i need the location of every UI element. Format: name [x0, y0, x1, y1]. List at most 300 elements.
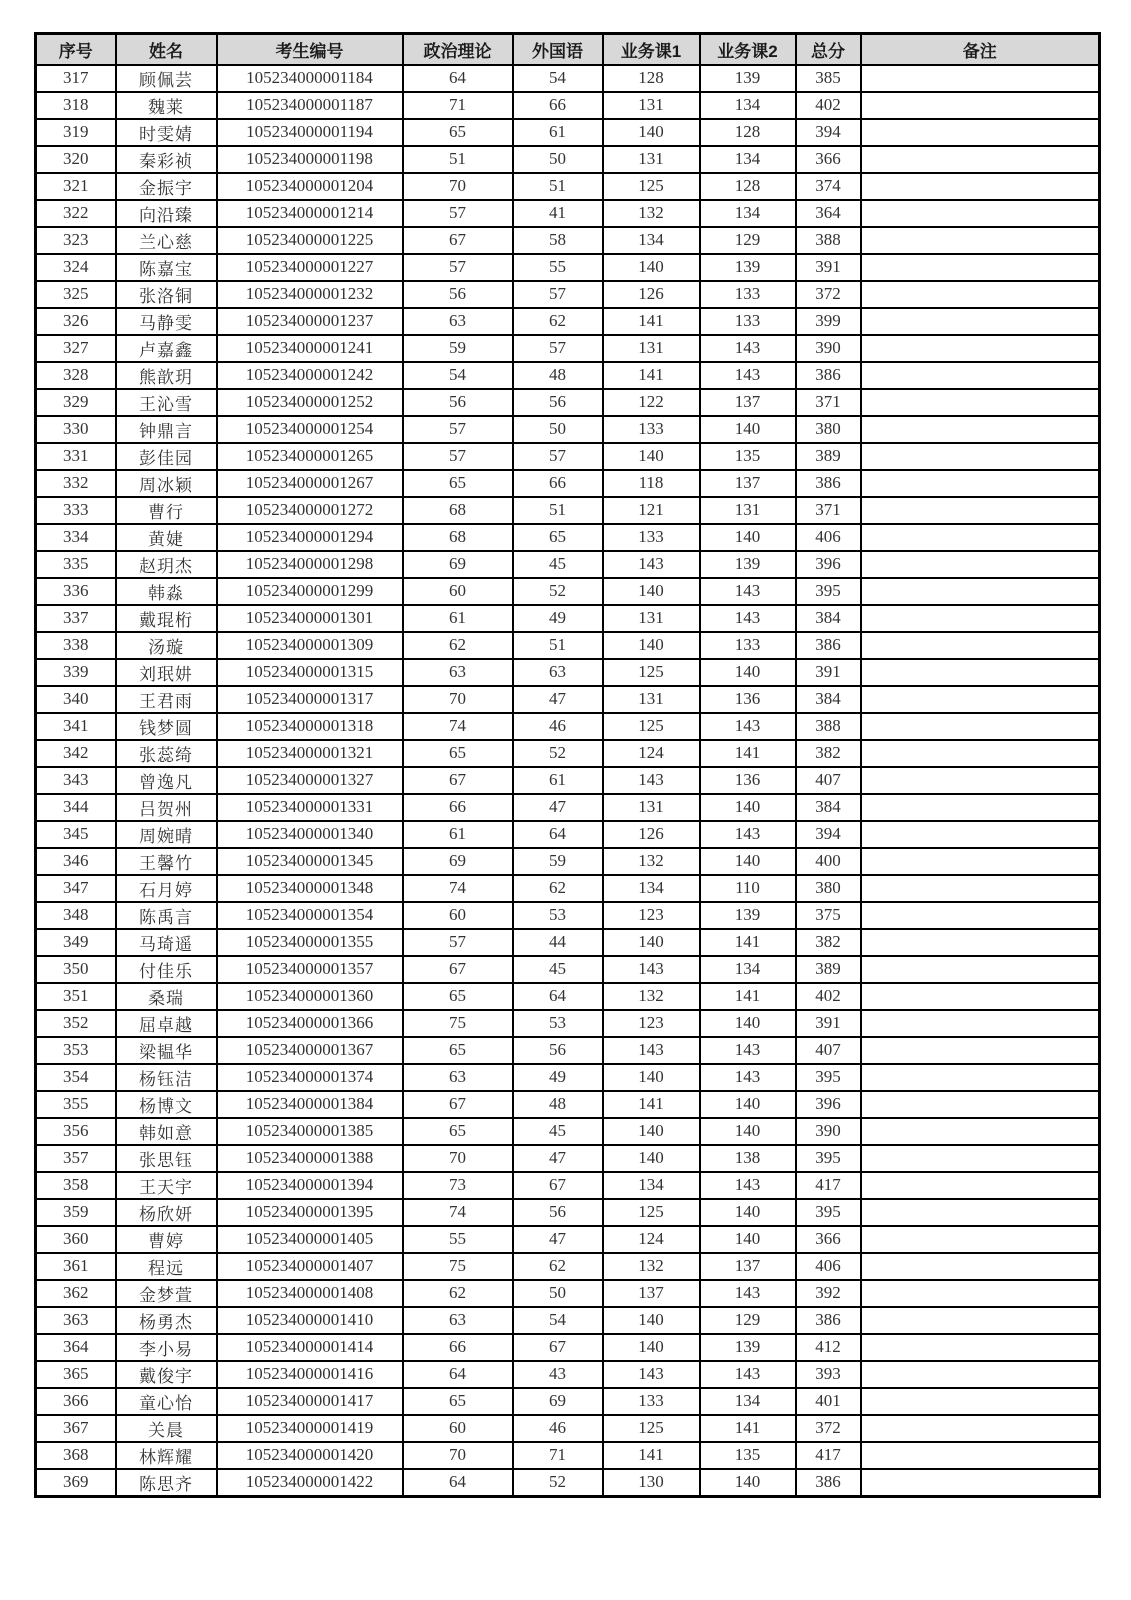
cell-remarks [861, 443, 1100, 470]
cell-politics: 61 [403, 821, 513, 848]
cell-total: 395 [796, 1145, 861, 1172]
cell-candidate_no: 105234000001327 [217, 767, 403, 794]
cell-politics: 70 [403, 1145, 513, 1172]
cell-politics: 62 [403, 632, 513, 659]
cell-foreign_language: 50 [513, 1280, 603, 1307]
cell-candidate_no: 105234000001420 [217, 1442, 403, 1469]
cell-total: 388 [796, 713, 861, 740]
cell-total: 384 [796, 605, 861, 632]
cell-remarks [861, 794, 1100, 821]
table-row [36, 335, 1100, 362]
cell-course1: 128 [603, 65, 700, 92]
cell-index: 334 [36, 524, 116, 551]
cell-foreign_language: 66 [513, 470, 603, 497]
cell-foreign_language: 45 [513, 1118, 603, 1145]
table-row [36, 1442, 1100, 1469]
cell-foreign_language: 44 [513, 929, 603, 956]
cell-course1: 140 [603, 443, 700, 470]
cell-foreign_language: 57 [513, 443, 603, 470]
cell-politics: 73 [403, 1172, 513, 1199]
table-row [36, 281, 1100, 308]
cell-course1: 130 [603, 1469, 700, 1497]
cell-remarks [861, 1388, 1100, 1415]
cell-index: 329 [36, 389, 116, 416]
table-row [36, 632, 1100, 659]
cell-remarks [861, 659, 1100, 686]
cell-name: 顾佩芸 [116, 65, 217, 92]
cell-total: 390 [796, 1118, 861, 1145]
cell-course1: 125 [603, 173, 700, 200]
cell-course1: 122 [603, 389, 700, 416]
cell-course1: 121 [603, 497, 700, 524]
cell-index: 340 [36, 686, 116, 713]
cell-index: 358 [36, 1172, 116, 1199]
cell-total: 406 [796, 524, 861, 551]
cell-course2: 138 [700, 1145, 796, 1172]
cell-total: 402 [796, 92, 861, 119]
cell-index: 363 [36, 1307, 116, 1334]
cell-course2: 133 [700, 632, 796, 659]
cell-name: 王沁雪 [116, 389, 217, 416]
table-body [36, 65, 1100, 1497]
cell-course2: 128 [700, 119, 796, 146]
cell-remarks [861, 1307, 1100, 1334]
cell-remarks [861, 470, 1100, 497]
cell-remarks [861, 1118, 1100, 1145]
cell-index: 331 [36, 443, 116, 470]
cell-remarks [861, 1010, 1100, 1037]
cell-name: 石月婷 [116, 875, 217, 902]
cell-name: 金振宇 [116, 173, 217, 200]
table-row [36, 227, 1100, 254]
cell-foreign_language: 66 [513, 92, 603, 119]
table-row [36, 659, 1100, 686]
cell-index: 333 [36, 497, 116, 524]
cell-candidate_no: 105234000001254 [217, 416, 403, 443]
table-row [36, 767, 1100, 794]
cell-course1: 132 [603, 983, 700, 1010]
cell-name: 钱梦圆 [116, 713, 217, 740]
cell-remarks [861, 686, 1100, 713]
cell-index: 348 [36, 902, 116, 929]
table-row [36, 821, 1100, 848]
cell-politics: 60 [403, 1415, 513, 1442]
cell-name: 周冰颖 [116, 470, 217, 497]
cell-total: 395 [796, 1064, 861, 1091]
cell-foreign_language: 67 [513, 1172, 603, 1199]
cell-course1: 140 [603, 1334, 700, 1361]
cell-remarks [861, 281, 1100, 308]
cell-name: 魏莱 [116, 92, 217, 119]
cell-politics: 57 [403, 416, 513, 443]
cell-candidate_no: 105234000001405 [217, 1226, 403, 1253]
cell-total: 400 [796, 848, 861, 875]
cell-course2: 140 [700, 659, 796, 686]
cell-course1: 124 [603, 1226, 700, 1253]
cell-course2: 134 [700, 92, 796, 119]
cell-candidate_no: 105234000001331 [217, 794, 403, 821]
cell-politics: 65 [403, 740, 513, 767]
cell-name: 韩如意 [116, 1118, 217, 1145]
cell-course1: 131 [603, 605, 700, 632]
cell-total: 401 [796, 1388, 861, 1415]
cell-index: 319 [36, 119, 116, 146]
cell-candidate_no: 105234000001232 [217, 281, 403, 308]
cell-course2: 140 [700, 416, 796, 443]
cell-candidate_no: 105234000001417 [217, 1388, 403, 1415]
cell-course2: 141 [700, 929, 796, 956]
cell-index: 367 [36, 1415, 116, 1442]
cell-course2: 141 [700, 740, 796, 767]
cell-remarks [861, 740, 1100, 767]
cell-total: 372 [796, 1415, 861, 1442]
cell-politics: 61 [403, 605, 513, 632]
cell-course2: 139 [700, 254, 796, 281]
cell-course2: 140 [700, 1118, 796, 1145]
cell-name: 桑瑞 [116, 983, 217, 1010]
table-row [36, 740, 1100, 767]
cell-course2: 140 [700, 794, 796, 821]
cell-politics: 64 [403, 65, 513, 92]
cell-course2: 140 [700, 1199, 796, 1226]
cell-remarks [861, 605, 1100, 632]
cell-politics: 57 [403, 929, 513, 956]
cell-remarks [861, 254, 1100, 281]
table-row [36, 1253, 1100, 1280]
cell-candidate_no: 105234000001367 [217, 1037, 403, 1064]
cell-candidate_no: 105234000001340 [217, 821, 403, 848]
cell-politics: 60 [403, 578, 513, 605]
cell-course2: 134 [700, 200, 796, 227]
cell-remarks [861, 578, 1100, 605]
cell-total: 388 [796, 227, 861, 254]
column-header-remarks: 备注 [861, 34, 1100, 65]
cell-remarks [861, 1442, 1100, 1469]
table-row [36, 929, 1100, 956]
cell-name: 王天宇 [116, 1172, 217, 1199]
table-row [36, 848, 1100, 875]
cell-course2: 134 [700, 146, 796, 173]
cell-name: 黄婕 [116, 524, 217, 551]
cell-index: 323 [36, 227, 116, 254]
cell-course2: 131 [700, 497, 796, 524]
cell-course1: 131 [603, 794, 700, 821]
table-row [36, 1280, 1100, 1307]
cell-name: 张蕊绮 [116, 740, 217, 767]
cell-candidate_no: 105234000001194 [217, 119, 403, 146]
cell-candidate_no: 105234000001225 [217, 227, 403, 254]
table-row [36, 1199, 1100, 1226]
cell-course2: 143 [700, 821, 796, 848]
cell-name: 杨钰洁 [116, 1064, 217, 1091]
cell-remarks [861, 362, 1100, 389]
cell-total: 372 [796, 281, 861, 308]
cell-name: 时雯婧 [116, 119, 217, 146]
cell-politics: 70 [403, 1442, 513, 1469]
cell-remarks [861, 1469, 1100, 1497]
cell-course1: 143 [603, 1361, 700, 1388]
cell-foreign_language: 48 [513, 362, 603, 389]
cell-course1: 143 [603, 956, 700, 983]
cell-name: 王馨竹 [116, 848, 217, 875]
column-header-candidate_no: 考生编号 [217, 34, 403, 65]
cell-index: 325 [36, 281, 116, 308]
cell-remarks [861, 551, 1100, 578]
cell-course2: 143 [700, 605, 796, 632]
cell-foreign_language: 46 [513, 713, 603, 740]
table-row [36, 1307, 1100, 1334]
cell-candidate_no: 105234000001408 [217, 1280, 403, 1307]
cell-course1: 141 [603, 308, 700, 335]
cell-course1: 131 [603, 146, 700, 173]
cell-index: 369 [36, 1469, 116, 1497]
table-row [36, 497, 1100, 524]
table-row [36, 119, 1100, 146]
cell-candidate_no: 105234000001187 [217, 92, 403, 119]
cell-course2: 141 [700, 1415, 796, 1442]
cell-candidate_no: 105234000001385 [217, 1118, 403, 1145]
cell-candidate_no: 105234000001366 [217, 1010, 403, 1037]
cell-course1: 131 [603, 92, 700, 119]
cell-course2: 143 [700, 1037, 796, 1064]
cell-remarks [861, 173, 1100, 200]
cell-course1: 141 [603, 1091, 700, 1118]
cell-foreign_language: 61 [513, 119, 603, 146]
cell-total: 389 [796, 956, 861, 983]
cell-course1: 133 [603, 524, 700, 551]
cell-candidate_no: 105234000001301 [217, 605, 403, 632]
cell-total: 380 [796, 416, 861, 443]
cell-index: 347 [36, 875, 116, 902]
table-row [36, 524, 1100, 551]
cell-index: 361 [36, 1253, 116, 1280]
cell-remarks [861, 956, 1100, 983]
cell-name: 曾逸凡 [116, 767, 217, 794]
cell-name: 周婉晴 [116, 821, 217, 848]
cell-index: 359 [36, 1199, 116, 1226]
cell-politics: 69 [403, 551, 513, 578]
cell-foreign_language: 47 [513, 794, 603, 821]
cell-remarks [861, 389, 1100, 416]
cell-foreign_language: 65 [513, 524, 603, 551]
cell-remarks [861, 200, 1100, 227]
cell-total: 396 [796, 551, 861, 578]
cell-politics: 74 [403, 1199, 513, 1226]
cell-foreign_language: 51 [513, 497, 603, 524]
cell-course1: 134 [603, 875, 700, 902]
cell-name: 曹行 [116, 497, 217, 524]
cell-total: 384 [796, 686, 861, 713]
cell-remarks [861, 767, 1100, 794]
cell-foreign_language: 50 [513, 416, 603, 443]
cell-name: 陈思齐 [116, 1469, 217, 1497]
cell-course1: 140 [603, 1145, 700, 1172]
cell-foreign_language: 47 [513, 1226, 603, 1253]
table-row [36, 1064, 1100, 1091]
cell-course2: 140 [700, 848, 796, 875]
cell-remarks [861, 1253, 1100, 1280]
cell-name: 关晨 [116, 1415, 217, 1442]
cell-total: 364 [796, 200, 861, 227]
cell-foreign_language: 51 [513, 632, 603, 659]
cell-foreign_language: 67 [513, 1334, 603, 1361]
cell-remarks [861, 1064, 1100, 1091]
cell-name: 程远 [116, 1253, 217, 1280]
cell-course1: 140 [603, 578, 700, 605]
cell-politics: 65 [403, 983, 513, 1010]
cell-remarks [861, 848, 1100, 875]
table-row [36, 551, 1100, 578]
column-header-course2: 业务课2 [700, 34, 796, 65]
cell-candidate_no: 105234000001357 [217, 956, 403, 983]
table-row [36, 254, 1100, 281]
cell-foreign_language: 55 [513, 254, 603, 281]
table-row [36, 1118, 1100, 1145]
cell-course1: 134 [603, 227, 700, 254]
cell-course2: 143 [700, 713, 796, 740]
cell-course1: 140 [603, 254, 700, 281]
cell-foreign_language: 62 [513, 308, 603, 335]
cell-foreign_language: 69 [513, 1388, 603, 1415]
cell-politics: 66 [403, 1334, 513, 1361]
cell-remarks [861, 875, 1100, 902]
cell-course1: 140 [603, 119, 700, 146]
cell-total: 385 [796, 65, 861, 92]
table-row [36, 1172, 1100, 1199]
cell-total: 375 [796, 902, 861, 929]
cell-candidate_no: 105234000001414 [217, 1334, 403, 1361]
column-header-foreign_language: 外国语 [513, 34, 603, 65]
cell-remarks [861, 308, 1100, 335]
cell-politics: 64 [403, 1469, 513, 1497]
cell-total: 394 [796, 821, 861, 848]
cell-politics: 64 [403, 1361, 513, 1388]
cell-course2: 134 [700, 1388, 796, 1415]
cell-name: 刘珉妌 [116, 659, 217, 686]
cell-remarks [861, 713, 1100, 740]
cell-candidate_no: 105234000001419 [217, 1415, 403, 1442]
cell-course2: 137 [700, 1253, 796, 1280]
cell-candidate_no: 105234000001252 [217, 389, 403, 416]
cell-remarks [861, 1334, 1100, 1361]
cell-course2: 143 [700, 362, 796, 389]
cell-candidate_no: 105234000001184 [217, 65, 403, 92]
cell-politics: 68 [403, 524, 513, 551]
cell-total: 393 [796, 1361, 861, 1388]
cell-total: 396 [796, 1091, 861, 1118]
cell-name: 屈卓越 [116, 1010, 217, 1037]
cell-politics: 56 [403, 281, 513, 308]
cell-index: 349 [36, 929, 116, 956]
table-row [36, 1415, 1100, 1442]
cell-foreign_language: 50 [513, 146, 603, 173]
cell-course1: 143 [603, 1037, 700, 1064]
cell-politics: 67 [403, 227, 513, 254]
cell-politics: 63 [403, 1064, 513, 1091]
cell-foreign_language: 61 [513, 767, 603, 794]
table-row [36, 1469, 1100, 1497]
cell-index: 341 [36, 713, 116, 740]
cell-name: 马静雯 [116, 308, 217, 335]
table-row [36, 1010, 1100, 1037]
cell-foreign_language: 43 [513, 1361, 603, 1388]
cell-politics: 71 [403, 92, 513, 119]
cell-total: 402 [796, 983, 861, 1010]
table-row [36, 389, 1100, 416]
cell-name: 兰心慈 [116, 227, 217, 254]
cell-foreign_language: 64 [513, 983, 603, 1010]
cell-name: 钟鼎言 [116, 416, 217, 443]
cell-candidate_no: 105234000001354 [217, 902, 403, 929]
cell-candidate_no: 105234000001416 [217, 1361, 403, 1388]
cell-course2: 129 [700, 227, 796, 254]
cell-index: 352 [36, 1010, 116, 1037]
cell-remarks [861, 1280, 1100, 1307]
cell-total: 386 [796, 1307, 861, 1334]
table-row [36, 362, 1100, 389]
cell-politics: 70 [403, 686, 513, 713]
cell-foreign_language: 49 [513, 605, 603, 632]
cell-course2: 143 [700, 335, 796, 362]
cell-course2: 139 [700, 1334, 796, 1361]
cell-course2: 133 [700, 281, 796, 308]
cell-course2: 140 [700, 1469, 796, 1497]
cell-name: 秦彩祯 [116, 146, 217, 173]
cell-total: 407 [796, 1037, 861, 1064]
cell-course2: 139 [700, 902, 796, 929]
cell-total: 399 [796, 308, 861, 335]
cell-total: 395 [796, 1199, 861, 1226]
cell-politics: 67 [403, 956, 513, 983]
cell-politics: 55 [403, 1226, 513, 1253]
cell-remarks [861, 1091, 1100, 1118]
cell-remarks [861, 902, 1100, 929]
cell-course1: 133 [603, 1388, 700, 1415]
cell-course1: 123 [603, 1010, 700, 1037]
table-row [36, 794, 1100, 821]
table-row [36, 875, 1100, 902]
cell-politics: 65 [403, 1388, 513, 1415]
cell-course1: 132 [603, 848, 700, 875]
cell-course1: 141 [603, 1442, 700, 1469]
cell-index: 366 [36, 1388, 116, 1415]
cell-course1: 140 [603, 1118, 700, 1145]
cell-foreign_language: 62 [513, 875, 603, 902]
cell-remarks [861, 983, 1100, 1010]
cell-total: 386 [796, 470, 861, 497]
cell-candidate_no: 105234000001294 [217, 524, 403, 551]
cell-name: 杨博文 [116, 1091, 217, 1118]
cell-course1: 126 [603, 821, 700, 848]
cell-foreign_language: 64 [513, 821, 603, 848]
cell-course1: 143 [603, 551, 700, 578]
cell-total: 389 [796, 443, 861, 470]
cell-index: 332 [36, 470, 116, 497]
cell-remarks [861, 929, 1100, 956]
cell-course2: 129 [700, 1307, 796, 1334]
cell-name: 赵玥杰 [116, 551, 217, 578]
table-row [36, 146, 1100, 173]
cell-course1: 140 [603, 1064, 700, 1091]
cell-name: 金梦萱 [116, 1280, 217, 1307]
cell-politics: 57 [403, 254, 513, 281]
cell-foreign_language: 56 [513, 389, 603, 416]
cell-candidate_no: 105234000001204 [217, 173, 403, 200]
cell-foreign_language: 52 [513, 1469, 603, 1497]
cell-foreign_language: 54 [513, 65, 603, 92]
cell-name: 向沿臻 [116, 200, 217, 227]
cell-remarks [861, 335, 1100, 362]
